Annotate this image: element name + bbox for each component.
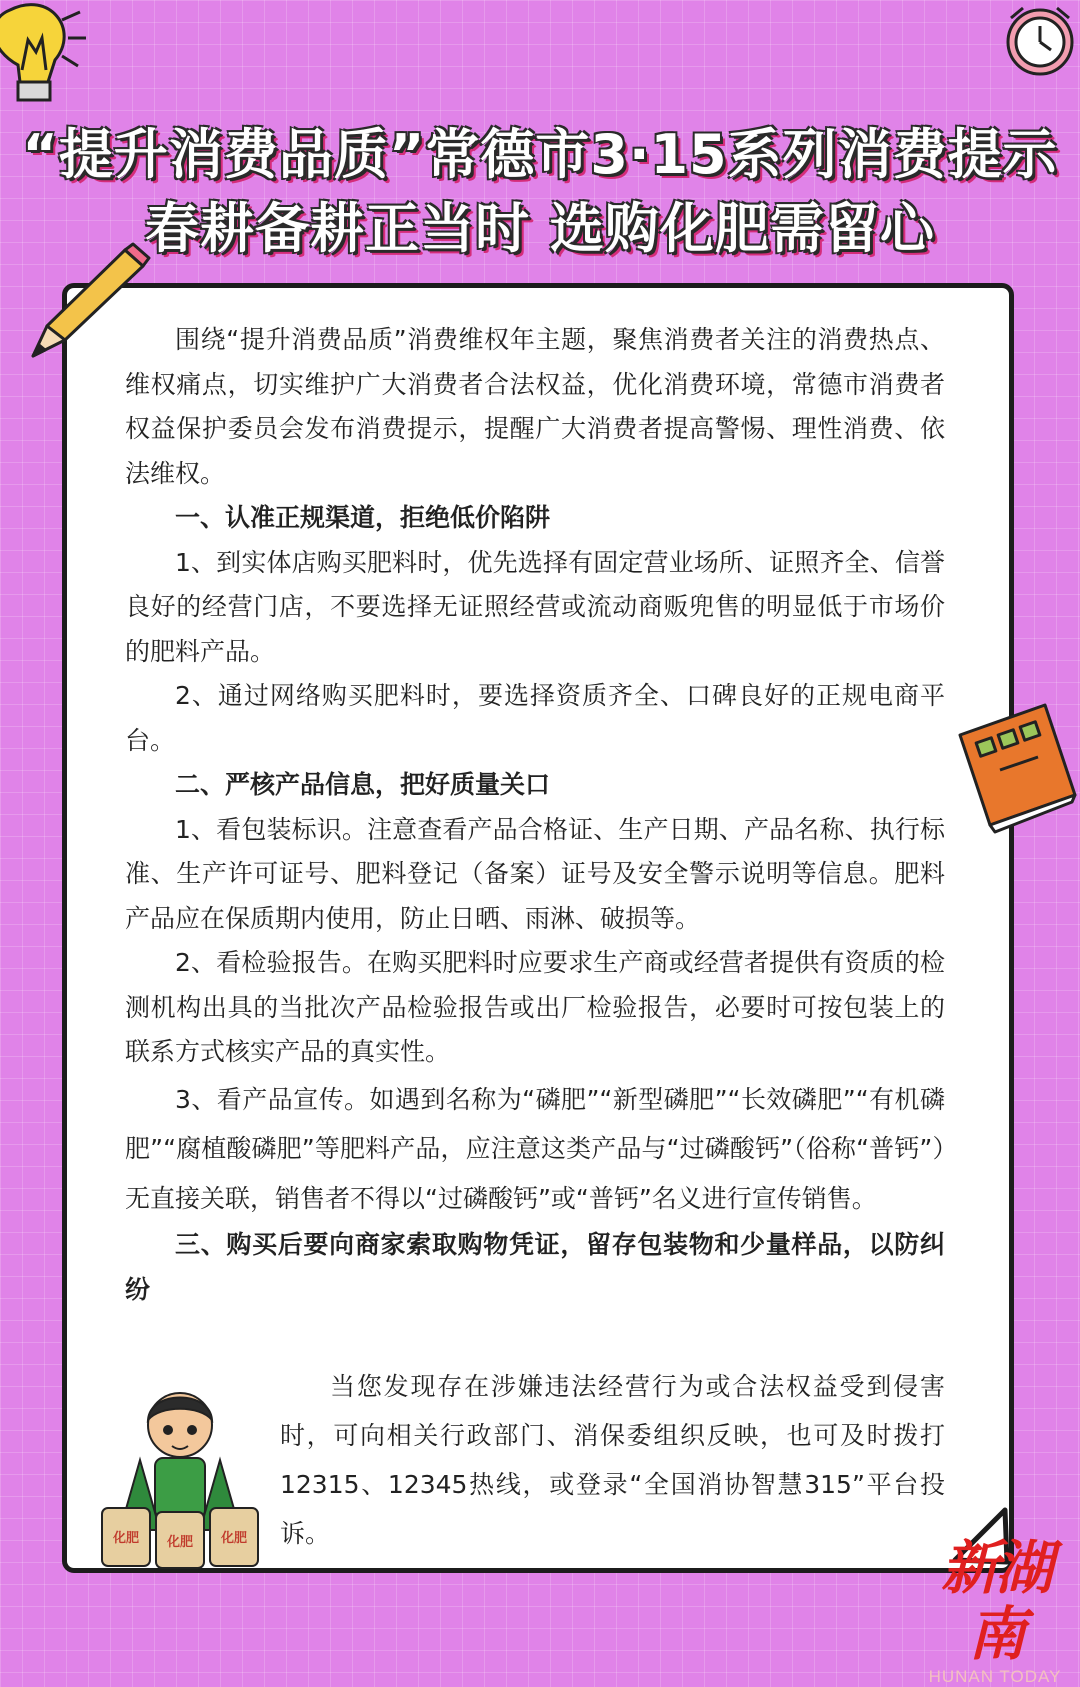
brand-logo [915, 1534, 1075, 1686]
headline-subtitle: 春耕备耕正当时 选购化肥需留心 [145, 197, 935, 260]
complaint-paragraph-block [280, 1362, 945, 1558]
section-heading-2: 二、严核产品信息，把好质量关口 [175, 770, 551, 799]
brand-logo-text: 新湖南 [940, 1534, 1049, 1668]
section-heading-3: 三、购买后要向商家索取购物凭证，留存包装物和少量样品，以防纠纷 [125, 1230, 945, 1304]
lightbulb-icon [0, 0, 90, 120]
alarm-clock-icon [995, 0, 1080, 80]
bag-label-right: 化肥 [220, 1531, 248, 1546]
brand-logo-subtext: HUNAN TODAY [928, 1667, 1062, 1686]
section1-item-1: 1、到实体店购买肥料时，优先选择有固定营业场所、证照齐全、信誉良好的经营门店，不要选择无证照经营或流动商贩兜售的明显低于市场价的肥料产品。 [125, 547, 945, 666]
bag-label-middle: 化肥 [166, 1535, 194, 1550]
notebook-icon [950, 700, 1080, 840]
bag-label-left: 化肥 [112, 1531, 140, 1546]
headline-title: “提升消费品质”常德市3·15系列消费提示 [22, 123, 1058, 186]
section2-item-3: 3、看产品宣传。如遇到名称为“磷肥”“新型磷肥”“长效磷肥”“有机磷肥”“腐植酸磷肥”等肥料产品，应注意这类产品与“过磷酸钙”（俗称“普钙”）无直接关联，销售者不得以“过磷酸钙”或“普钙”名义进行宣传销售。 [125, 1084, 945, 1213]
hero-mascot-illustration [100, 1380, 260, 1570]
section2-item-1: 1、看包装标识。注意查看产品合格证、生产日期、产品名称、执行标准、生产许可证号、肥料登记（备案）证号及安全警示说明等信息。肥料产品应在保质期内使用，防止日晒、雨淋、破损等。 [125, 814, 945, 933]
intro-paragraph: 围绕“提升消费品质”消费维权年主题，聚焦消费者关注的消费热点、维权痛点，切实维护广大消费者合法权益，优化消费环境，常德市消费者权益保护委员会发布消费提示，提醒广大消费者提高警惕、理性消费、依法维权。 [125, 325, 945, 488]
complaint-paragraph: 当您发现存在涉嫌违法经营行为或合法权益受到侵害时，可向相关行政部门、消保委组织反映，也可及时拨打12315、12345热线，或登录“全国消协智慧315”平台投诉。 [280, 1372, 945, 1548]
section1-item-2: 2、通过网络购买肥料时，要选择资质齐全、口碑良好的正规电商平台。 [125, 681, 945, 755]
notice-body [125, 318, 945, 1312]
section-heading-1: 一、认准正规渠道，拒绝低价陷阱 [175, 503, 551, 532]
section2-item-2: 2、看检验报告。在购买肥料时应要求生产商或经营者提供有资质的检测机构出具的当批次产品检验报告或出厂检验报告，必要时可按包装上的联系方式核实产品的真实性。 [125, 948, 945, 1066]
